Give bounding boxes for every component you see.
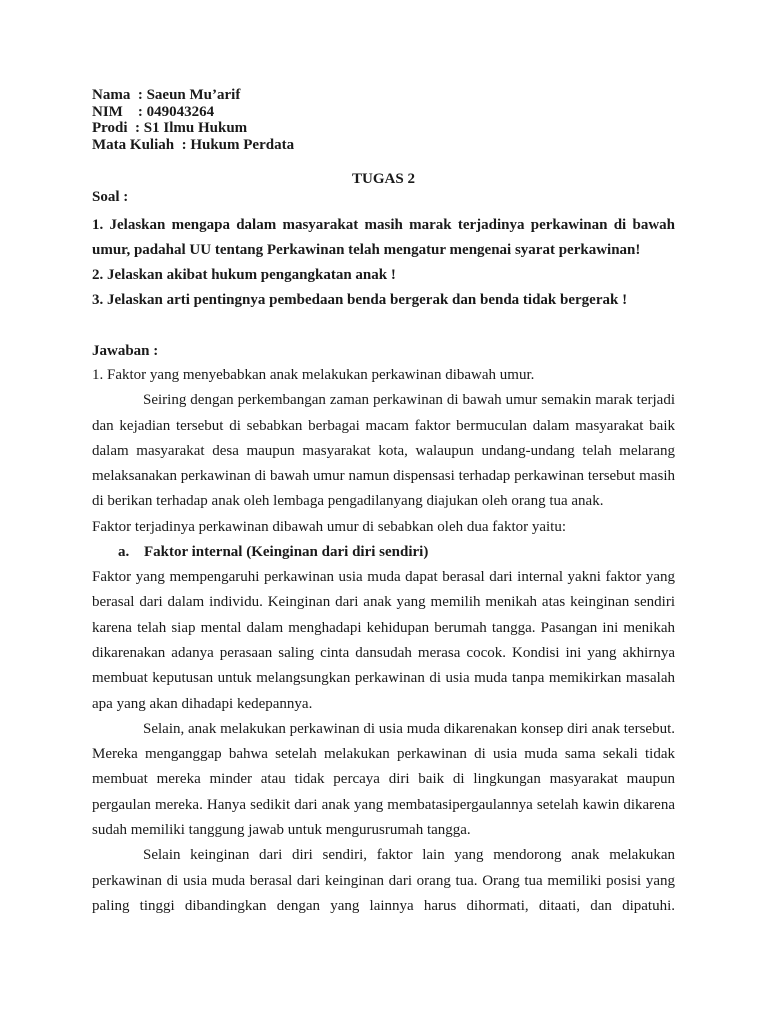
- jawaban-label: Jawaban :: [92, 343, 159, 359]
- document-title: TUGAS 2: [352, 171, 415, 187]
- answer-paragraph-2: Faktor terjadinya perkawinan dibawah umur di sebabkan oleh dua faktor yaitu:: [92, 518, 567, 535]
- answer-paragraph-5: Selain keinginan dari diri sendiri, faktor lain yang mendorong anak melakukan perkawinan di usia muda berasal dari keinginan dari orang tua. Orang tua memiliki posisi yang paling tinggi dibandingkan dengan yang lainnya harus dihormati, ditaati, dan dipatuhi.: [92, 847, 675, 914]
- nim-line: NIM : 049043264: [92, 103, 215, 120]
- answer-heading: 1. Faktor yang menyebabkan anak melakukan perkawinan dibawah umur.: [92, 367, 535, 383]
- student-info: [92, 87, 675, 153]
- question-1: 1. Jelaskan mengapa dalam masyarakat masih marak terjadinya perkawinan di bawah umur, padahal UU tentang Perkawinan telah mengatur mengenai syarat perkawinan!: [92, 217, 675, 258]
- mata-kuliah-line: Mata Kuliah : Hukum Perdata: [92, 136, 295, 153]
- point-a-heading: [92, 540, 675, 565]
- answer-paragraph-1: Seiring dengan perkembangan zaman perkawinan di bawah umur semakin marak terjadi dan kejadian tersebut di sebabkan berbagai macam faktor bermuculan dalam masyarakat baik dalam masyarakat desa maupun masyarakat kota, walaupun undang-undang telah melarang melaksanakan perkawinan di bawah umur namun dispensasi terhadap perkawinan tersebut masih di berikan terhadap anak oleh lembaga pengadilanyang diajukan oleh orang tua anak.: [92, 392, 675, 510]
- point-a-text: Faktor internal (Keinginan dari diri sendiri): [144, 544, 429, 561]
- answer-paragraph-4: Selain, anak melakukan perkawinan di usia muda dikarenakan konsep diri anak tersebut. Mereka menganggap bahwa setelah melakukan perkawinan di usia muda sama sekali tidak membuat mereka minder atau tidak percaya diri baik di lingkungan masyarakat maupun pergaulan mereka. Hanya sedikit dari anak yang membatasipergaulannya setelah kawin dikarena sudah memiliki tanggung jawab untuk mengurusrumah tangga.: [92, 720, 675, 839]
- answer-paragraph-3: Faktor yang mempengaruhi perkawinan usia muda dapat berasal dari internal yakni faktor yang berasal dari dalam individu. Keinginan dari anak yang memilih menikah atas keinginan sendiri karena telah siap mental dalam menghadapi kehidupan berumah tangga. Pasangan ini menikah dikarenakan adanya perasaan saling cinta dansudah merasa cocok. Kondisi ini yang akhirnya membuat keputusan untuk melangsungkan perkawinan di usia muda tanpa memikirkan masalah apa yang akan dihadapi kedepannya.: [92, 569, 675, 712]
- nama-line: Nama : Saeun Mu’arif: [92, 87, 241, 103]
- document-page: [92, 87, 675, 919]
- question-3: 3. Jelaskan arti pentingnya pembedaan benda bergerak dan benda tidak bergerak !: [92, 292, 628, 308]
- point-a-label: a.: [118, 544, 130, 561]
- question-2: 2. Jelaskan akibat hukum pengangkatan anak !: [92, 267, 396, 283]
- prodi-line: Prodi : S1 Ilmu Hukum: [92, 120, 248, 136]
- soal-label: Soal :: [92, 189, 129, 205]
